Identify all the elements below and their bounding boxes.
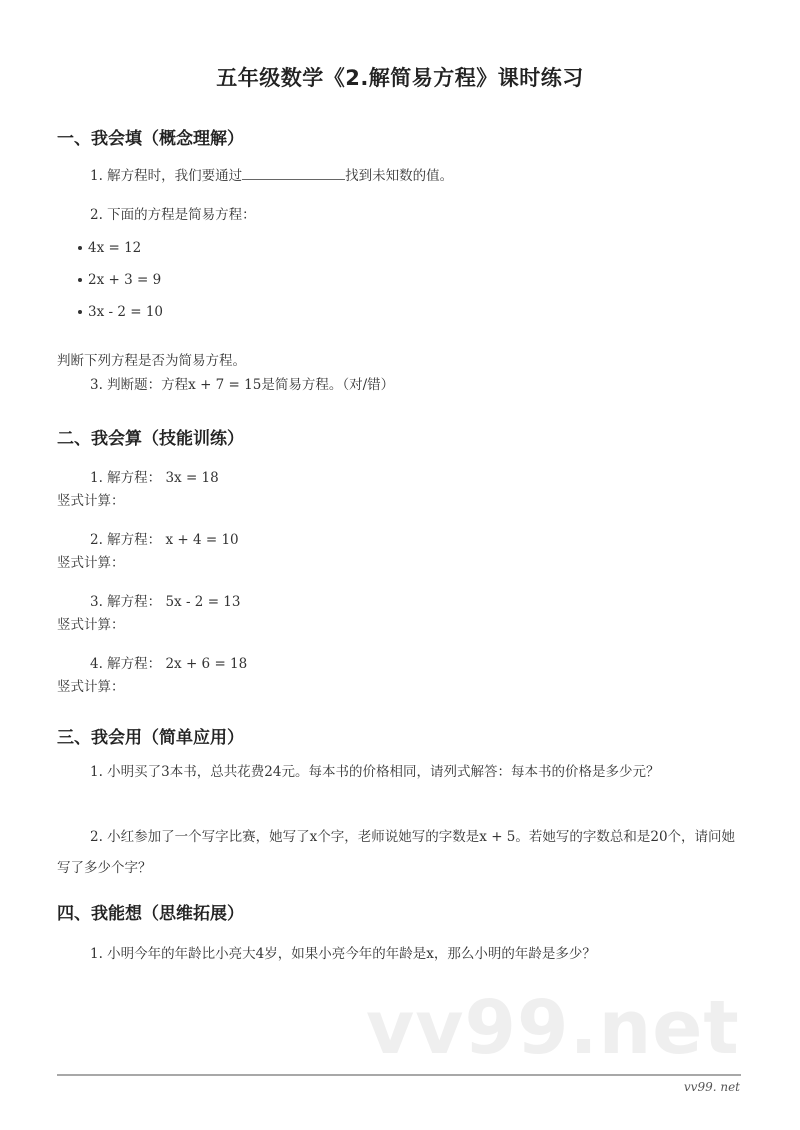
s1-question-1 [90,164,453,184]
s2-question-2: 2. 解方程： x + 4 = 10 [90,532,239,548]
footer-site-label: vv99. net [683,1080,740,1094]
s1-question-3: 3. 判断题：方程x + 7 = 15是简易方程。（对/错） [90,377,395,393]
footer-divider [57,1074,741,1076]
s4-question-1: 1. 小明今年的年龄比小亮大4岁，如果小亮今年的年龄是x，那么小明的年龄是多少？ [90,946,596,962]
s2-question-4: 4. 解方程： 2x + 6 = 18 [90,656,248,672]
s1-q1-suffix: 找到未知数的值。 [345,168,454,184]
section-2-heading: 二、我会算（技能训练） [57,429,244,449]
work-label: 竖式计算： [57,679,125,695]
equation-list-item [78,272,161,288]
s3-question-1: 1. 小明买了3本书，总共花费24元。每本书的价格相同，请列式解答：每本书的价格是多少元？ [90,764,660,780]
equation-text: 4x = 12 [88,240,142,256]
equation-text: 2x + 3 = 9 [88,272,162,288]
work-label: 竖式计算： [57,555,125,571]
s1-question-2: 2. 下面的方程是简易方程： [90,207,256,223]
bullet-icon [78,246,82,250]
s2-question-1: 1. 解方程： 3x = 18 [90,470,219,486]
s1-q1-prefix: 1. 解方程时，我们要通过 [90,168,243,184]
section-1-heading: 一、我会填（概念理解） [57,129,244,149]
fill-in-blank[interactable] [242,165,345,180]
bullet-icon [78,278,82,282]
judge-intro: 判断下列方程是否为简易方程。 [57,353,246,369]
watermark: vv99.net [366,985,740,1071]
section-3-heading: 三、我会用（简单应用） [57,728,244,748]
work-label: 竖式计算： [57,493,125,509]
s3-question-2: 2. 小红参加了一个写字比赛，她写了x个字，老师说她写的字数是x + 5。若她写的字数总和是20个，请问她写了多少个字？ [57,829,736,876]
section-4-heading: 四、我能想（思维拓展） [57,904,244,924]
equation-list-item [78,240,141,256]
equation-text: 3x - 2 = 10 [88,304,164,320]
s2-question-3: 3. 解方程： 5x - 2 = 13 [90,594,241,610]
page-title: 五年级数学《2.解简易方程》课时练习 [216,66,584,90]
work-label: 竖式计算： [57,617,125,633]
bullet-icon [78,310,82,314]
equation-list-item [78,304,163,320]
